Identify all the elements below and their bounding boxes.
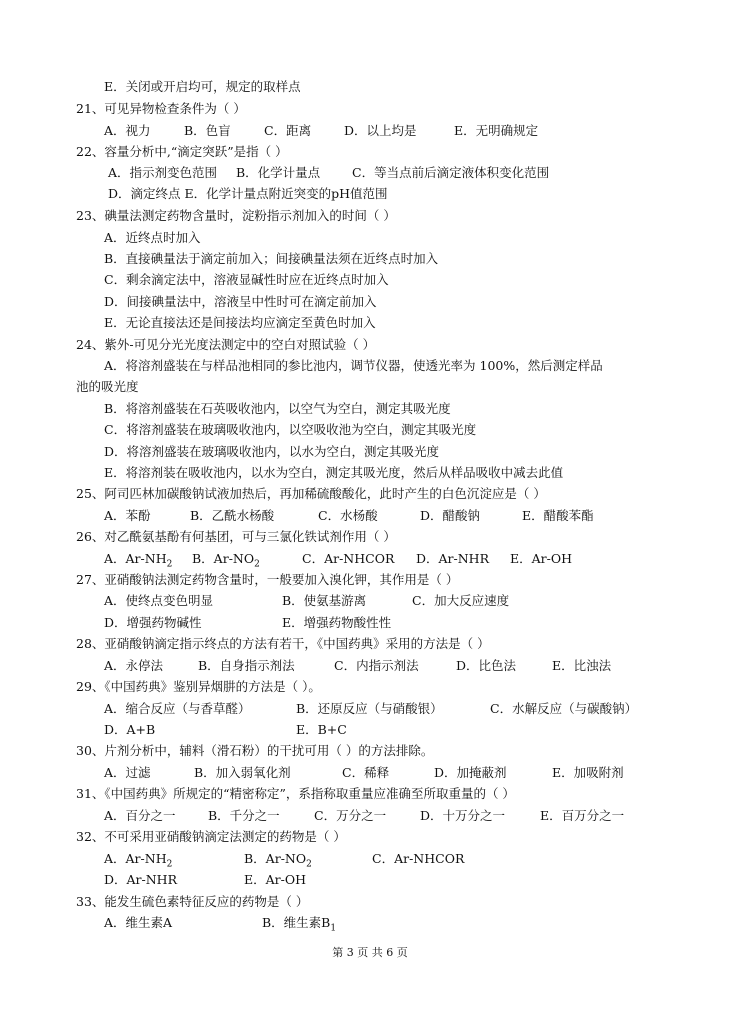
question-33: 33、能发生硫色素特征反应的药物是（ ） <box>76 894 309 909</box>
q27-option-a: A．使终点变色明显 <box>104 593 214 608</box>
q30-option-a: A．过滤 <box>104 765 151 780</box>
q26-option-b-subscript: 2 <box>254 559 260 570</box>
q32-option-c: C．Ar-NHCOR <box>372 851 465 866</box>
q25-option-d: D．醋酸钠 <box>420 508 481 523</box>
q26-option-a-subscript: 2 <box>166 559 173 570</box>
q31-option-b: B．千分之一 <box>208 808 280 823</box>
q29-option-d: D．A+B <box>104 722 156 737</box>
q24-option-d: D．将溶剂盛装在玻璃吸收池内，以水为空白，测定其吸光度 <box>104 444 440 459</box>
q23-option-a: A．近终点时加入 <box>104 230 201 245</box>
q30-option-b: B．加入弱氧化剂 <box>194 765 291 780</box>
q31-option-d: D．十万分之一 <box>420 808 506 823</box>
q25-option-e: E．醋酸苯酯 <box>522 508 594 523</box>
q25-option-c: C．水杨酸 <box>318 508 378 523</box>
q27-option-b: B．使氨基游离 <box>282 593 367 608</box>
q24-option-a-cont: 池的吸光度 <box>76 379 139 394</box>
page-number: 第 3 页 共 6 页 <box>332 946 408 959</box>
q33-option-a: A．维生素A <box>104 915 173 930</box>
q32-option-a-text: A．Ar-NH <box>104 851 167 866</box>
q26-option-a <box>104 550 172 574</box>
q22-option-c: C．等当点前后滴定液体积变化范围 <box>352 165 550 180</box>
q31-option-a: A．百分之一 <box>104 808 176 823</box>
q32-option-b <box>244 850 312 874</box>
question-26: 26、对乙酰氨基酚有何基团，可与三氯化铁试剂作用（ ） <box>76 529 396 544</box>
q28-option-e: E．比浊法 <box>552 658 612 673</box>
q33-option-b-subscript: 1 <box>330 923 337 934</box>
question-21: 21、可见异物检查条件为（ ） <box>76 101 246 116</box>
q23-option-b: B．直接碘量法于滴定前加入；间接碘量法须在近终点时加入 <box>104 251 439 266</box>
q24-option-a: A．将溶剂盛装在与样品池相同的参比池内，调节仪器，使透光率为 100%，然后测定样品 <box>104 358 603 373</box>
q29-option-b: B．还原反应（与硝酸银） <box>296 701 443 716</box>
q29-option-c: C．水解反应（与碳酸钠） <box>490 701 638 716</box>
q33-option-b <box>262 914 336 938</box>
question-28: 28、亚硝酸钠滴定指示终点的方法有若干，《中国药典》采用的方法是（ ） <box>76 636 490 651</box>
q27-option-d: D．增强药物碱性 <box>104 615 202 630</box>
q26-option-b-text: B．Ar-NO <box>192 551 255 566</box>
question-32: 32、不可采用亚硝酸钠滴定法测定的药物是（ ） <box>76 829 346 844</box>
q32-option-d: D．Ar-NHR <box>104 872 177 887</box>
q29-option-e: E．B+C <box>296 722 347 737</box>
q21-option-c: C．距离 <box>264 123 312 138</box>
q25-option-b: B．乙酰水杨酸 <box>190 508 275 523</box>
q26-option-d: D．Ar-NHR <box>416 551 489 566</box>
q26-option-c: C．Ar-NHCOR <box>302 551 395 566</box>
q24-option-e: E．将溶剂装在吸收池内，以水为空白，测定其吸光度，然后从样品吸收中减去此值 <box>104 465 564 480</box>
q31-option-e: E．百万分之一 <box>540 808 625 823</box>
question-27: 27、亚硝酸钠法测定药物含量时，一般要加入溴化钾，其作用是（ ） <box>76 572 459 587</box>
q24-option-c: C．将溶剂盛装在玻璃吸收池内，以空吸收池为空白，测定其吸光度 <box>104 422 477 437</box>
q26-option-b <box>192 550 260 574</box>
q25-option-a: A．苯酚 <box>104 508 151 523</box>
q28-option-d: D．比色法 <box>456 658 517 673</box>
q29-option-a: A．缩合反应（与香草醛） <box>104 701 251 716</box>
q33-option-b-text: B．维生素B <box>262 915 331 930</box>
q28-option-a: A．永停法 <box>104 658 164 673</box>
q26-option-e: E．Ar-OH <box>510 551 572 566</box>
question-24: 24、紫外-可见分光光度法测定中的空白对照试验（ ） <box>76 337 376 352</box>
q32-option-a-subscript: 2 <box>166 859 173 870</box>
q23-option-e: E．无论直接法还是间接法均应滴定至黄色时加入 <box>104 315 376 330</box>
q30-option-e: E．加吸附剂 <box>552 765 624 780</box>
q23-option-d: D．间接碘量法中，溶液呈中性时可在滴定前加入 <box>104 294 377 309</box>
q32-option-b-subscript: 2 <box>306 859 312 870</box>
q21-option-a: A．视力 <box>104 123 151 138</box>
q32-option-a <box>104 850 172 874</box>
q23-option-c: C．剩余滴定法中，溶液显碱性时应在近终点时加入 <box>104 272 389 287</box>
q28-option-b: B．自身指示剂法 <box>198 658 295 673</box>
q30-option-c: C．稀释 <box>342 765 390 780</box>
q22-option-b: B．化学计量点 <box>236 165 321 180</box>
q22-options-de: D．滴定终点 E．化学计量点附近突变的pH值范围 <box>108 186 388 201</box>
q32-option-e: E．Ar-OH <box>244 872 306 887</box>
q27-option-e: E．增强药物酸性性 <box>282 615 392 630</box>
question-23: 23、碘量法测定药物含量时，淀粉指示剂加入的时间（ ） <box>76 208 396 223</box>
q26-option-a-text: A．Ar-NH <box>104 551 167 566</box>
q24-option-b: B．将溶剂盛装在石英吸收池内，以空气为空白，测定其吸光度 <box>104 401 451 416</box>
q32-option-b-text: B．Ar-NO <box>244 851 307 866</box>
question-31: 31、《中国药典》所规定的“精密称定”，系指称取重量应准确至所取重量的（ ） <box>76 786 515 801</box>
q22-option-a: A．指示剂变色范围 <box>108 165 218 180</box>
q27-option-c: C．加大反应速度 <box>412 593 510 608</box>
question-30: 30、片剂分析中，辅料（滑石粉）的干扰可用（ ）的方法排除。 <box>76 743 434 758</box>
question-25: 25、阿司匹林加碳酸钠试液加热后，再加稀硫酸酸化，此时产生的白色沉淀应是（ ） <box>76 486 546 501</box>
q28-option-c: C．内指示剂法 <box>334 658 419 673</box>
q21-option-b: B．色盲 <box>184 123 231 138</box>
q30-option-d: D．加掩蔽剂 <box>434 765 507 780</box>
q20-option-e: E．关闭或开启均可，规定的取样点 <box>104 79 301 94</box>
q21-option-d: D．以上均是 <box>344 123 417 138</box>
q21-option-e: E．无明确规定 <box>454 123 539 138</box>
question-22: 22、容量分析中,“滴定突跃”是指（ ） <box>76 144 288 159</box>
question-29: 29、《中国药典》鉴别异烟肼的方法是（ ）。 <box>76 679 321 694</box>
q31-option-c: C．万分之一 <box>314 808 387 823</box>
